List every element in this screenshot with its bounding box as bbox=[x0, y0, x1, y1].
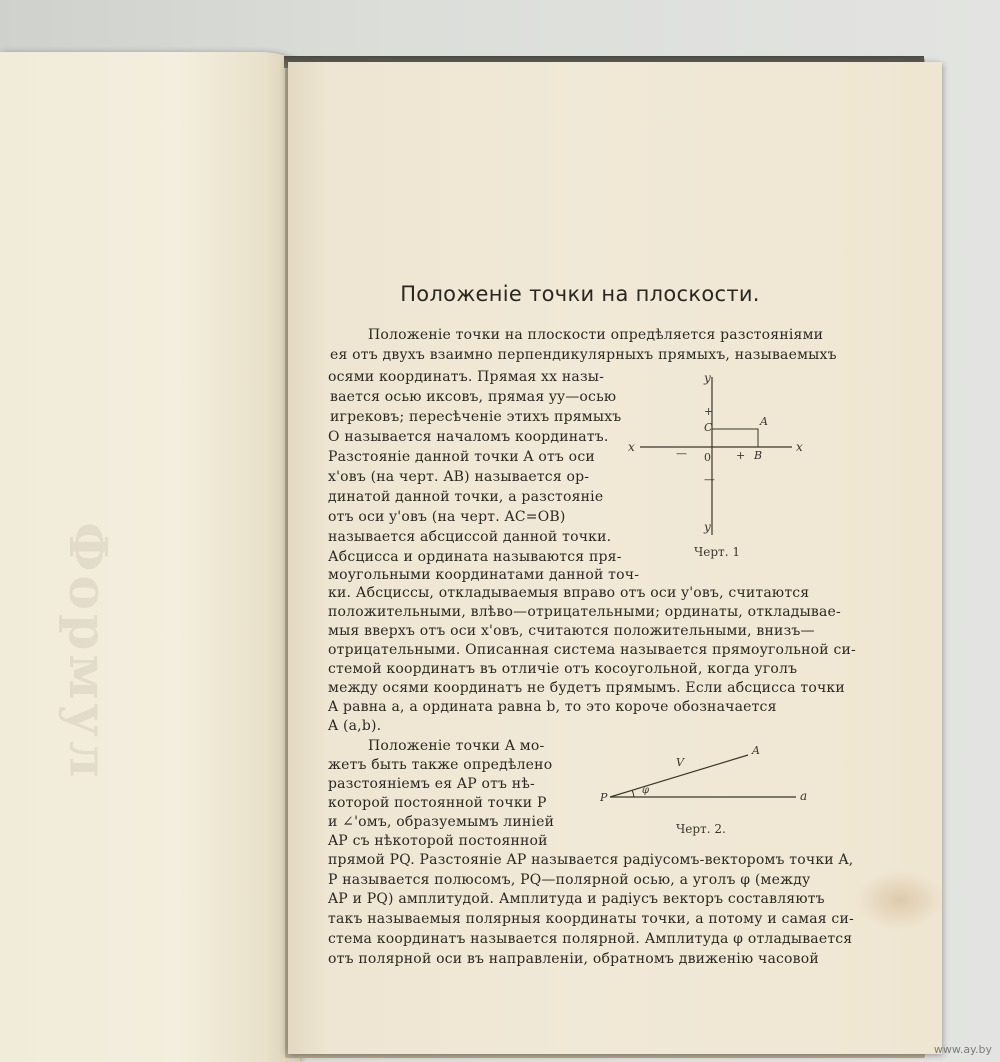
label-minus-down: — bbox=[704, 473, 715, 486]
text-line: динатой данной точки, а разстоянiе bbox=[328, 489, 604, 505]
text-line: такъ называемыя полярныя координаты точки, а потому и самая си- bbox=[328, 911, 854, 927]
text-line: Разстоянiе данной точки A отъ оси bbox=[328, 449, 595, 465]
text-line: осями координатъ. Прямая xx назы- bbox=[328, 369, 605, 385]
text-line: Абсцисса и ордината называются пря- bbox=[328, 549, 622, 565]
page-title: Положенiе точки на плоскости. bbox=[400, 282, 760, 306]
text-line: прямой PQ. Разстоянiе AP называется радiусомъ-векторомъ точки A, bbox=[328, 852, 854, 868]
label-axis: a bbox=[800, 789, 808, 802]
figure-2-polar bbox=[600, 740, 820, 802]
text-line: игрековъ; пересѣченiе этихъ прямыхъ bbox=[330, 409, 622, 425]
label-point-b: B bbox=[754, 449, 763, 462]
text-line: Положенiе точки A мо- bbox=[368, 738, 545, 754]
text-line: стема координатъ называется полярной. Амплитуда φ отладывается bbox=[328, 931, 853, 947]
spine-ghost-text: Формул bbox=[57, 522, 118, 782]
text-line: P называется полюсомъ, PQ—полярной осью, а уголъ φ (между bbox=[328, 872, 811, 888]
text-line: разстоянiемъ ея AP отъ нѣ- bbox=[328, 776, 535, 792]
text-line: AP съ нѣкоторой постоянной bbox=[328, 833, 548, 849]
label-minus-left: — bbox=[676, 447, 687, 460]
text-line: ки. Абсциссы, откладываемыя вправо отъ оси y'овъ, считаются bbox=[328, 585, 810, 601]
paper-stain bbox=[855, 870, 945, 930]
text-line: A равна a, а ордината равна b, то это короче обозначается bbox=[328, 699, 777, 715]
text-line: между осями координатъ не будетъ прямымъ. Если абсцисса точки bbox=[328, 680, 845, 696]
text-line: моугольными координатами данной точ- bbox=[328, 567, 640, 583]
label-plus-up: + bbox=[704, 405, 714, 418]
label-origin: 0 bbox=[704, 451, 711, 464]
figure-2-caption: Черт. 2. bbox=[676, 822, 726, 836]
label-point-a: A bbox=[760, 415, 768, 428]
text-line: O называется началомъ координатъ. bbox=[328, 429, 609, 445]
label-radius: V bbox=[676, 756, 684, 769]
text-line: называется абсциссой данной точки. bbox=[328, 529, 612, 545]
text-line: отъ оси y'овъ (на черт. AC=OB) bbox=[328, 509, 566, 525]
label-point-a: A bbox=[752, 744, 760, 757]
text-line: A (a,b). bbox=[328, 718, 382, 734]
text-line: отрицательными. Описанная система называется прямоугольной си- bbox=[328, 642, 856, 658]
text-line: мыя вверхъ отъ оси x'овъ, считаются положительными, внизъ— bbox=[328, 623, 815, 639]
text-line: Положенiе точки на плоскости опредѣляется разстоянiями bbox=[368, 327, 824, 343]
text-line: AP и PQ) амплитудой. Амплитуда и радiусъ векторъ составляютъ bbox=[328, 891, 825, 907]
figure-1-axes bbox=[620, 365, 820, 540]
text-line: стемой координатъ въ отличiе отъ косоугольной, когда уголъ bbox=[328, 661, 798, 677]
angle-arc bbox=[632, 790, 634, 797]
label-pole: P bbox=[600, 791, 608, 802]
label-angle: φ bbox=[642, 785, 650, 796]
text-line: x'овъ (на черт. AB) называется ор- bbox=[328, 469, 590, 485]
text-line: положительными, влѣво—отрицательными; ординаты, откладывае- bbox=[328, 604, 841, 620]
text-line: отъ полярной оси въ направленiи, обратномъ движенiю часовой bbox=[328, 951, 819, 967]
left-page bbox=[0, 52, 300, 1062]
text-line: жетъ быть также опредѣлено bbox=[328, 757, 553, 773]
text-line: ея отъ двухъ взаимно перпендикулярныхъ прямыхъ, называемыхъ bbox=[330, 347, 837, 363]
watermark: www.ay.by bbox=[933, 1043, 992, 1056]
point-a-guides bbox=[712, 429, 758, 447]
text-line: которой постоянной точки P bbox=[328, 795, 547, 811]
label-y-top: y bbox=[704, 371, 711, 385]
label-plus-right: + bbox=[736, 449, 746, 462]
text-line: и ∠'омъ, образуемымъ линiей bbox=[328, 814, 555, 830]
label-point-c: C bbox=[704, 421, 713, 434]
label-y-bottom: y bbox=[704, 520, 711, 534]
label-x-right: x bbox=[796, 440, 803, 454]
figure-1-caption: Черт. 1 bbox=[694, 545, 740, 559]
text-line: вается осью иксовъ, прямая yy—осью bbox=[330, 389, 617, 405]
label-x-left: x bbox=[628, 440, 635, 454]
